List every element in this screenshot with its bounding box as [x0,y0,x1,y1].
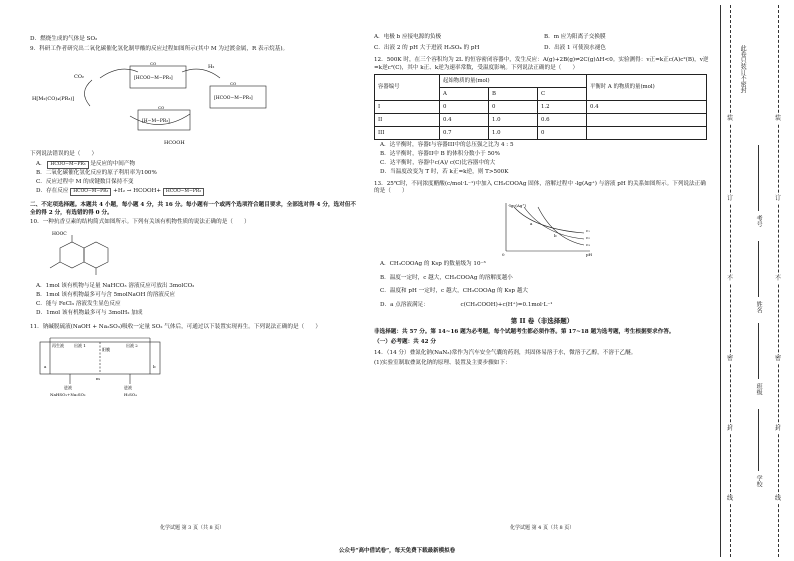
q13-d-prefix: D．a 点溶液满足： [380,301,429,308]
q11-option-b: B．m 应为阳离子交换膜 [544,34,606,40]
q11-option-c: C．出液 2 的 pH 大于进液 H₂SO₄ 的 pH [374,44,480,51]
q12-option-c: C．达平衡时，容器中c(A)/ c(C)比容器中的大 [380,160,496,167]
q12-stem: 12．500K 时，在三个容积均为 2L 的恒容密闭容器中，发生反应：A(g)+2B(g)⇌2C(g)ΔH<0。实验测得：v正=k正c(A)c²(B)，v逆=k逆c²(C)，其中 k正、k逆为速率常数，受温度影响。下列说法正确的是（ ） [374,57,709,71]
complex-3-label: [H−M−PR₃] [142,119,170,125]
q10-structure-figure [30,230,360,280]
class-label: 班级 [755,383,763,395]
seal-char-order-2: 订 [775,195,782,202]
q11-stem: 11．钠碱脱硫液(NaOH + Na₂SO₃)吸收一定量 SO₂ 气体后，可通过以下装置实现再生。下列说法正确的是（ ） [30,323,321,330]
cell: 1.2 [538,101,587,114]
ring-1 [60,242,84,268]
seal-char-no-2: 不 [775,275,782,282]
q13-stem: 13．25℃时，不同浓度醋酸(c/mol·L⁻¹)中加入 CH₃COOAg 固体，溶解过程中 -lg(Ag⁺) 与溶液 pH 的关系如图所示。下列说法正确的是（ ） [374,180,706,195]
th-initial: 起始物质的量(mol) [440,75,587,88]
section-2-heading: 二、不定项选择题。本题共 4 小题，每小题 4 分，共 16 分。每小题有一个或两个选项符合题目要求，全部选对得 4 分，选对但不全的得 2 分，有选错的得 0 分。 [30,202,356,216]
q12-option-b: B．达平衡时，容器II中 B 的体积分数小于 50% [380,151,500,158]
q9-a-tail: 是反应的中间产物 [90,160,136,167]
section-2-title: 第 II 卷（非选择题） [510,317,574,326]
label-in2-content: H₂SO₄ [124,392,137,398]
cell: 0 [440,101,489,114]
q14-stem: 14．（14 分）叠氮化钠(NaN₃)常作为汽车安全气囊的药剂，其固体易溶于水，微溶于乙醇，不溶于乙醚。 [374,350,637,357]
q11-apparatus-svg [30,334,180,398]
section-2-description: 非选择题：共 57 分。第 14~16 题为必考题，每个试题考生都必须作答。第 17~18 题为选考题，考生根据要求作答。 [374,328,675,335]
q9-cycle-svg [30,56,360,148]
q13-ylabel: -lgc(Ag⁺) [508,202,527,208]
exam-no-field[interactable] [758,145,759,211]
q13-option-b: B．温度一定时，c 越大，CH₃COOAg 的溶解度越小 [380,274,513,281]
th-b: B [489,88,538,101]
table-row [375,114,707,127]
seal-char-mark-2: 封 [775,425,782,432]
class-field[interactable] [758,323,759,379]
seal-notice: 此卷只装订不密封 [739,45,747,93]
q12-option-a: A．达平衡时，容器I与容器III中的总压强之比为 4 : 5 [380,142,514,149]
th-c: C [538,88,587,101]
cell: 1.0 [489,127,538,140]
q12-option-d: D．当温度改变为 T 时，若 k正=k逆，则 T>500K [380,169,509,176]
q9-catalytic-cycle-figure [30,56,360,148]
q13-c1: c₁ [586,227,590,233]
school-field[interactable] [758,409,759,471]
complex-1-label: [HCOO−M−PR₃] [134,76,173,82]
q13-c3: c₃ [586,241,590,247]
catalyst-label: H[M₂(CO)₄(PR₃)] [32,96,75,103]
q9-d-prefix: D．存在反应 [36,188,69,195]
q13-point-a: a [530,220,533,226]
cell: 0.7 [440,127,489,140]
hcooh-label: HCOOH [164,140,185,147]
co2-label: CO₂ [74,74,84,81]
seal-char-line-2: 线 [775,495,782,502]
q13-option-c: C．温度和 pH 一定时，c 越大，CH₃COOAg 的 Ksp 越大 [380,288,528,295]
cell: I [375,101,440,114]
q9-stem: 9．科研工作者研究出二氧化碳催化氢化制甲酸的反应过程如图所示(其中 M 为过渡金属，R 表示烷基)。 [30,45,289,52]
table-row [375,101,707,114]
q9-option-d [36,188,360,196]
q10-structure-svg [30,230,150,280]
name-field[interactable] [758,241,759,297]
cell: III [375,127,440,140]
q9-option-c: C．反应过程中 M 的成键数目保持不变 [36,179,134,186]
label-b: b [153,364,156,370]
q10-stem: 10．一种抗香豆素的结构简式如图所示。下列有关该有机物性质的说法正确的是（ ） [30,219,250,226]
q10-option-a: A．1mol 该有机物与足量 NaHCO₃ 溶液反应可放出 3molCO₂ [36,283,195,289]
school-label: 学校 [755,475,763,487]
q10-option-d: D．1mol 该有机物最多可与 3molH₂ 加成 [36,310,143,317]
footer-page-3: 化学试题 第 3 页（共 8 页） [160,525,225,531]
q11-option-a: A．电极 b 应接电源的负极 [374,34,442,40]
th-a: A [440,88,489,101]
q13-d-formula: c(CH₃COOH)+c(H⁺)=0.1mol·L⁻¹ [460,301,553,308]
q13-xlabel: pH [586,251,593,257]
strip-edge-line [720,5,721,557]
q9-d-formula-1: HCOO−M−PR₃ [70,188,111,196]
cell [587,127,707,140]
seal-char-seal: 密 [727,355,734,362]
cell [587,114,707,127]
q10-hooc-label: HOOC [52,232,67,237]
q9-d-formula-2: HCOO−M−PR₃ [163,188,204,196]
label-a: a [44,364,47,370]
left-column [30,34,360,401]
cell: 0 [489,101,538,114]
label-in1: 进液 [64,385,72,391]
seal-char-line: 线 [727,495,734,502]
co-label-1: CO [150,61,157,67]
seal-char-order: 订 [727,195,734,202]
h2-label: H₂ [208,64,215,71]
q14-part-1: (1)实验室制取叠氮化钠的原理、装置及主要步骤如下： [374,359,511,366]
complex-2-label: [HCOO−M−PR₃] [214,96,253,102]
q9-d-tail: +H₂ → HCOOH+ [113,188,162,195]
q10-option-c: C．能与 FeCl₃ 溶液发生显色反应 [36,301,121,308]
label-out1: 出液 1 [74,343,86,349]
q13-origin: 0 [502,251,505,257]
q13-option-d [380,302,710,310]
co-label-3: CO [158,105,165,111]
seal-char-no: 不 [727,275,734,282]
q10-option-b: B．1mol 该有机物最多可与含 5molNaOH 的溶液反应 [36,292,176,299]
q13-graph-figure [494,199,710,257]
q9-option-a [36,161,360,169]
q13-point-b: b [554,232,557,238]
binding-strip [718,5,792,557]
q13-graph-svg [494,199,604,257]
q12-table [374,74,707,140]
th-container: 容器编号 [375,75,440,101]
cell: II [375,114,440,127]
q9-option-b: B．二氧化碳催化氢化反应的原子利用率为100% [36,170,157,177]
cell: 0 [538,127,587,140]
cycle-arrow-2 [182,69,220,78]
footer-page-4: 化学试题 第 4 页（共 8 页） [510,525,575,531]
cell: 0.4 [440,114,489,127]
cell: 0.4 [587,101,707,114]
label-in1-content: NaHSO₃+Na₂SO₃ [50,392,86,398]
label-m: m [96,376,100,382]
table-row [375,127,707,140]
label-regen: 再生液 [52,343,64,349]
label-out2: 出液 2 [126,343,138,349]
q8-option-d: D．燃烧生成的气体是 SO₂ [30,36,98,42]
seal-char-mark: 封 [727,425,734,432]
seal-char-bind-2: 装 [775,115,782,122]
q9-a-formula: HCOO−M−PR₃ [47,161,88,169]
q11-options-row-2 [374,45,710,53]
required-heading: （一）必考题：共 42 分 [374,339,437,346]
ring-2 [84,242,108,268]
cycle-arrow-1 [100,69,138,78]
q13-option-a: A．CH₃COOAg 的 Ksp 的数量级为 10⁻³ [380,260,486,267]
cycle-arrow-4 [84,80,92,106]
name-label: 姓名 [755,301,763,313]
bottom-promo-note: 公众号“高中借试卷”，每天免费下载最新模拟卷 [338,548,456,554]
q11-options-row-1 [374,34,710,42]
seal-char-bind: 装 [727,115,734,122]
q11-electrolysis-figure [30,334,360,398]
q11-option-d: D．出液 1 可使溴水褪色 [544,44,606,51]
seal-char-seal-2: 密 [775,355,782,362]
cell: 0.6 [538,114,587,127]
label-membrane: 阳膜 [102,347,110,353]
label-in2: 进液 [124,385,132,391]
cell: 1.0 [489,114,538,127]
q9-ask: 下列说法错误的是（ ） [30,151,98,158]
exam-no-label: 考号 [755,215,763,227]
q13-c2: c₂ [586,234,590,240]
co-label-2: CO [230,81,237,87]
th-equil: 平衡时 A 的物质的量(mol) [587,75,707,101]
right-column [374,34,710,369]
q9-a-prefix: A． [36,160,46,167]
